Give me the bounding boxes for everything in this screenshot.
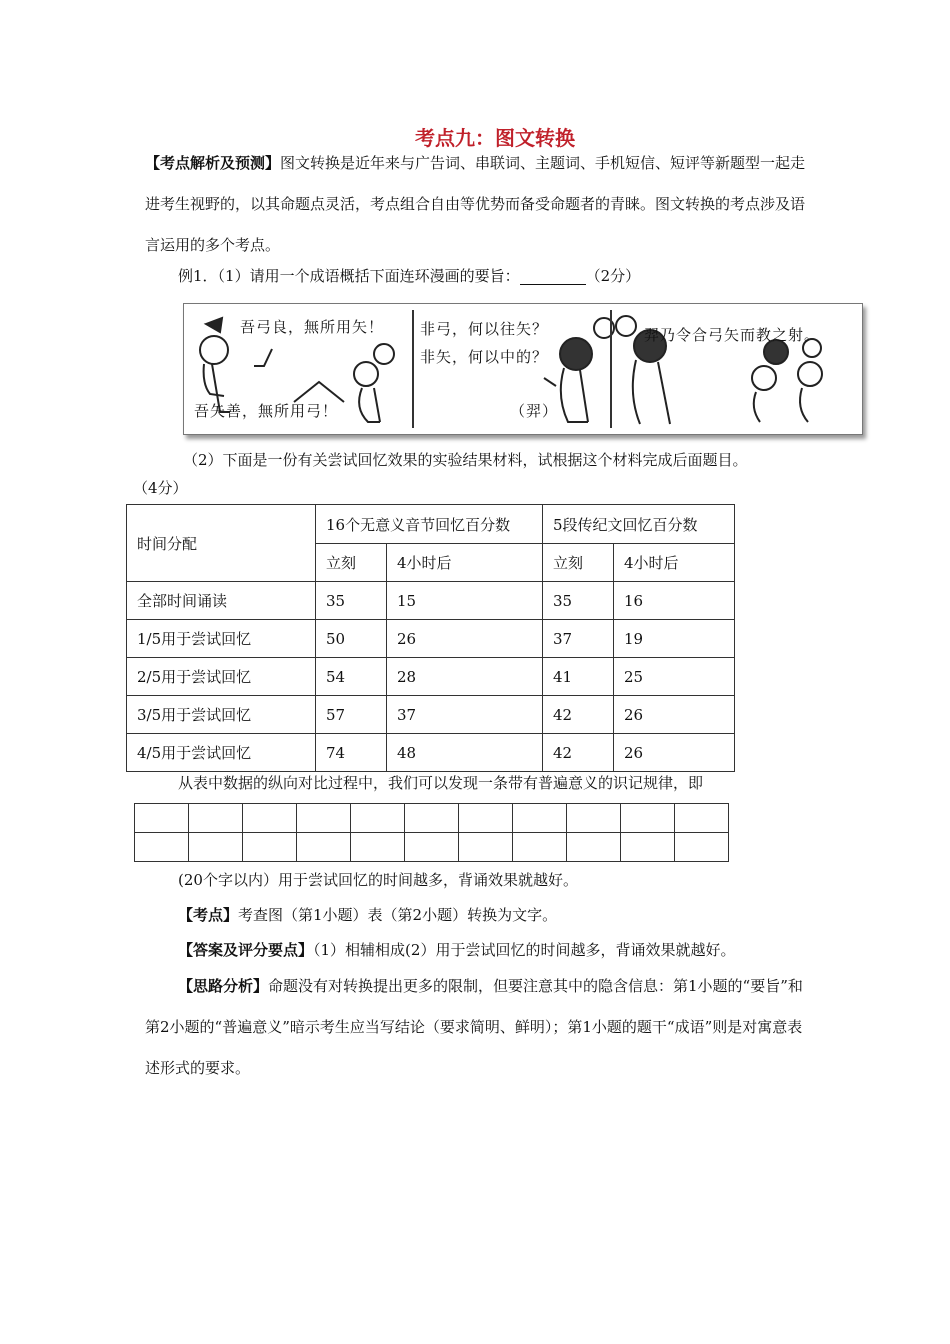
row-label: 3/5用于尝试回忆 — [127, 696, 316, 734]
table-row — [127, 658, 735, 696]
answer-grid-cell[interactable] — [243, 833, 297, 862]
cell-value: 54 — [316, 658, 387, 696]
panel2-caption-line1: 非弓，何以往矢？ — [420, 320, 549, 338]
answer-grid-row — [135, 804, 729, 833]
answer-grid — [134, 803, 729, 862]
answer-grid-cell[interactable] — [513, 833, 567, 862]
cell-value: 26 — [387, 620, 543, 658]
answer-grid-cell[interactable] — [513, 804, 567, 833]
answer-line — [178, 939, 735, 960]
row-label: 1/5用于尝试回忆 — [127, 620, 316, 658]
intro-tag: 【考点解析及预测】 — [145, 154, 281, 172]
cell-value: 35 — [543, 582, 614, 620]
answer-grid-cell[interactable] — [567, 804, 621, 833]
panel-divider-1 — [412, 310, 414, 428]
answer-grid-cell[interactable] — [135, 804, 189, 833]
limit-line: (20个字以内）用于尝试回忆的时间越多，背诵效果就越好。 — [178, 871, 578, 889]
kaodian-text: 考查图（第1小题）表（第2小题）转换为文字。 — [238, 906, 558, 924]
answer-grid-cell[interactable] — [459, 833, 513, 862]
row-label: 全部时间诵读 — [127, 582, 316, 620]
cell-value: 19 — [614, 620, 735, 658]
answer-grid-cell[interactable] — [243, 804, 297, 833]
answer-grid-cell[interactable] — [405, 804, 459, 833]
answer-tag: 【答案及评分要点】 — [178, 941, 314, 959]
answer-grid-cell[interactable] — [567, 833, 621, 862]
analysis-paragraph — [145, 966, 810, 1089]
table-row — [127, 620, 735, 658]
panel3-caption: 羿乃令合弓矢而教之射。 — [644, 326, 821, 344]
cell-value: 41 — [543, 658, 614, 696]
row-label: 2/5用于尝试回忆 — [127, 658, 316, 696]
table-row — [127, 696, 735, 734]
cell-value: 42 — [543, 696, 614, 734]
cell-value: 37 — [387, 696, 543, 734]
example1-score: （2分） — [585, 267, 641, 285]
answer-text: （1）相辅相成(2）用于尝试回忆的时间越多，背诵效果就越好。 — [313, 941, 736, 959]
cell-value: 16 — [614, 582, 735, 620]
sub-header: 4小时后 — [387, 544, 543, 582]
sub-header: 4小时后 — [614, 544, 735, 582]
group-header-2: 5段传纪文回忆百分数 — [543, 505, 735, 544]
table-row — [127, 582, 735, 620]
cell-value: 15 — [387, 582, 543, 620]
cell-value: 42 — [543, 734, 614, 772]
student-figures — [752, 339, 822, 422]
page-title: 考点九：图文转换 — [415, 126, 575, 150]
table-row — [127, 734, 735, 772]
cell-value: 74 — [316, 734, 387, 772]
kaodian-line — [178, 904, 557, 925]
answer-grid-cell[interactable] — [621, 833, 675, 862]
cell-value: 25 — [614, 658, 735, 696]
answer-grid-cell[interactable] — [621, 804, 675, 833]
answer-grid-cell[interactable] — [189, 804, 243, 833]
answer-grid-row — [135, 833, 729, 862]
cell-value: 28 — [387, 658, 543, 696]
answer-grid-cell[interactable] — [351, 833, 405, 862]
comic-strip — [183, 303, 863, 435]
panel-divider-2 — [610, 310, 612, 428]
kaodian-tag: 【考点】 — [178, 906, 239, 924]
example1-question — [178, 265, 640, 286]
panel1-caption-top: 吾弓良，無所用矢！ — [240, 318, 385, 336]
panel2-speaker: （羿） — [510, 402, 559, 420]
answer-blank — [520, 270, 586, 285]
row-label: 4/5用于尝试回忆 — [127, 734, 316, 772]
experiment-table — [126, 504, 735, 772]
rule-prompt: 从表中数据的纵向对比过程中，我们可以发现一条带有普遍意义的识记规律，即 — [178, 774, 704, 792]
subquestion-2-score: （4分） — [133, 479, 188, 497]
group-header-1: 16个无意义音节回忆百分数 — [316, 505, 543, 544]
cell-value: 48 — [387, 734, 543, 772]
intro-text: 图文转换是近年来与广告词、串联词、主题词、手机短信、短评等新题型一起走进考生视野的，以其命题点灵活，考点组合自由等优势而备受命题者的青睐。图文转换的考点涉及语言运用的多个考点。 — [145, 154, 806, 254]
cell-value: 26 — [614, 734, 735, 772]
panel2-caption-line2: 非矢，何以中的？ — [420, 348, 549, 366]
cell-value: 57 — [316, 696, 387, 734]
row-header-cell: 时间分配 — [127, 505, 316, 582]
answer-grid-cell[interactable] — [189, 833, 243, 862]
answer-grid-cell[interactable] — [297, 804, 351, 833]
sub-header: 立刻 — [316, 544, 387, 582]
analysis-tag: 【思路分析】 — [178, 977, 269, 995]
analysis-text: 命题没有对转换提出更多的限制，但要注意其中的隐含信息：第1小题的“要旨”和第2小题的“普遍意义”暗示考生应当写结论（要求简明、鲜明）；第1小题的题干“成语”则是对寓意表述形式的要求。 — [145, 977, 803, 1077]
cell-value: 50 — [316, 620, 387, 658]
panel1-caption-bottom: 吾矢善，無所用弓！ — [194, 402, 339, 420]
cell-value: 26 — [614, 696, 735, 734]
answer-grid-cell[interactable] — [135, 833, 189, 862]
sub-header: 立刻 — [543, 544, 614, 582]
example1-prefix: 例1．（1）请用一个成语概括下面连环漫画的要旨： — [178, 267, 520, 285]
subquestion-2: （2）下面是一份有关尝试回忆效果的实验结果材料，试根据这个材料完成后面题目。 — [183, 451, 748, 469]
answer-grid-cell[interactable] — [459, 804, 513, 833]
answer-grid-cell[interactable] — [675, 804, 729, 833]
cell-value: 37 — [543, 620, 614, 658]
answer-grid-cell[interactable] — [405, 833, 459, 862]
answer-grid-cell[interactable] — [675, 833, 729, 862]
intro-paragraph — [145, 143, 810, 266]
answer-grid-cell[interactable] — [351, 804, 405, 833]
cell-value: 35 — [316, 582, 387, 620]
answer-grid-cell[interactable] — [297, 833, 351, 862]
